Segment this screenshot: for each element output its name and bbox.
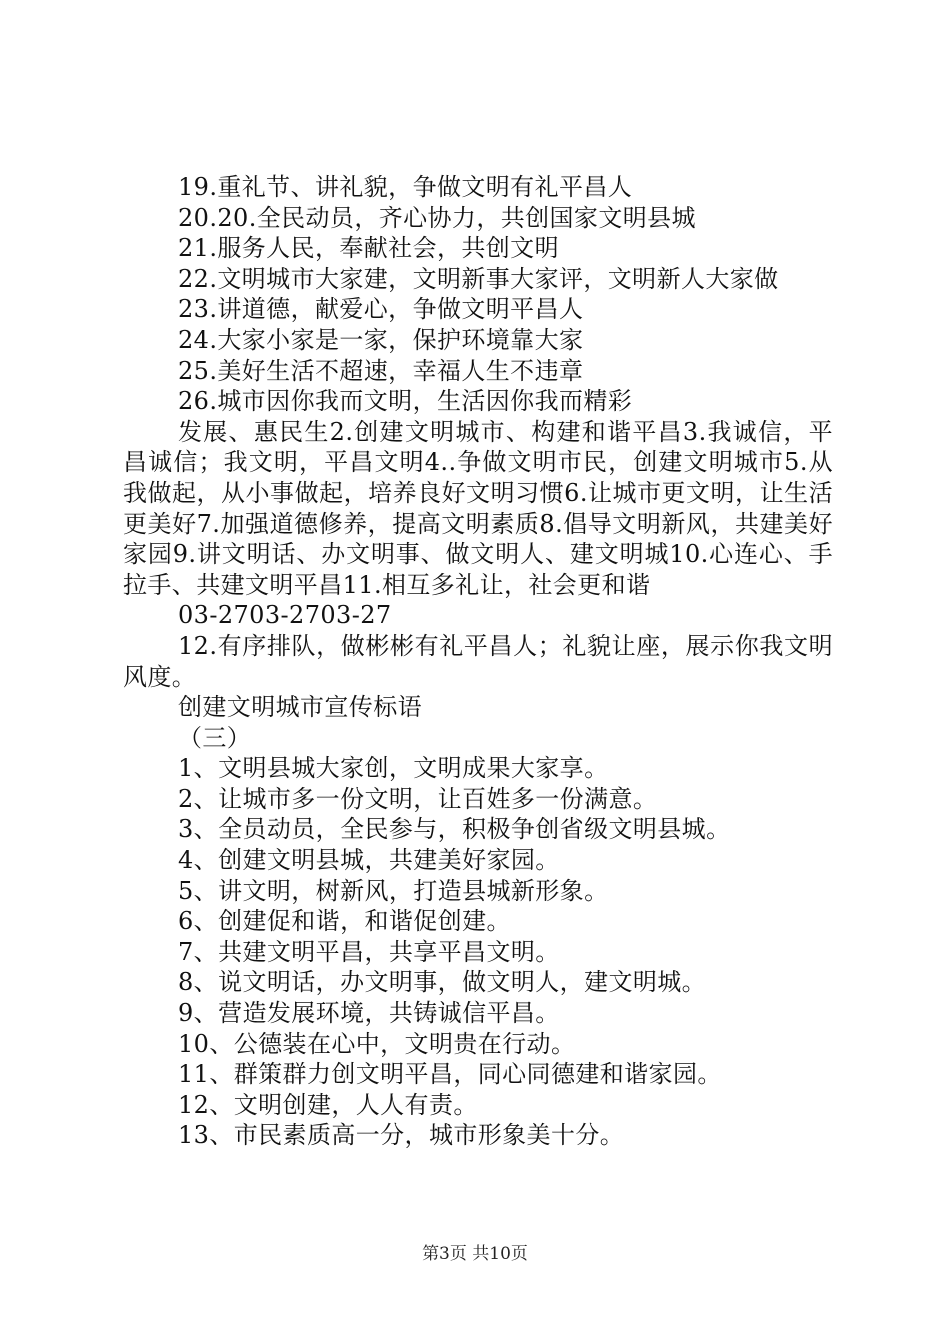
slogan-line: 10、公德装在心中，文明贵在行动。: [178, 1029, 576, 1058]
slogan-line: 7、共建文明平昌，共享平昌文明。: [178, 937, 560, 966]
slogan-line: 8、说文明话，办文明事，做文明人，建文明城。: [178, 968, 707, 997]
slogan-line: 2、让城市多一份文明，让百姓多一份满意。: [178, 784, 658, 813]
slogan-line: 21.服务人民，奉献社会，共创文明: [178, 234, 559, 263]
slogan-line: 23.讲道德，献爱心，争做文明平昌人: [178, 295, 584, 324]
page-number-label: 第3页 共10页: [422, 1244, 528, 1264]
slogan-line: 11、群策群力创文明平昌，同心同德建和谐家园。: [178, 1060, 722, 1089]
slogan-line: 12、文明创建，人人有责。: [178, 1090, 478, 1119]
document-body: [123, 172, 833, 1151]
slogan-paragraph: 12.有序排队，做彬彬有礼平昌人；礼貌让座，展示你我文明风度。: [123, 631, 833, 691]
slogan-line: 1、文明县城大家创，文明成果大家享。: [178, 754, 609, 783]
slogan-line: 26.城市因你我而文明，生活因你我而精彩: [178, 387, 633, 416]
slogan-line: 3、全员动员，全民参与，积极争创省级文明县城。: [178, 815, 731, 844]
slogan-line: 4、创建文明县城，共建美好家园。: [178, 846, 560, 875]
section-title: 创建文明城市宣传标语: [178, 693, 422, 722]
slogan-line: 25.美好生活不超速，幸福人生不违章: [178, 356, 584, 385]
slogan-line: 5、讲文明，树新风，打造县城新形象。: [178, 876, 609, 905]
slogan-line: 13、市民素质高一分，城市形象美十分。: [178, 1121, 625, 1150]
slogan-line: 19.重礼节、讲礼貌，争做文明有礼平昌人: [178, 173, 633, 201]
slogan-line: 24.大家小家是一家，保护环境靠大家: [178, 325, 584, 354]
slogan-line: 22.文明城市大家建，文明新事大家评，文明新人大家做: [178, 264, 779, 293]
slogan-line: 6、创建促和谐，和谐促创建。: [178, 907, 511, 936]
slogan-line: 9、营造发展环境，共铸诚信平昌。: [178, 999, 560, 1028]
section-subtitle: （三）: [178, 723, 252, 752]
page-footer: [0, 1244, 950, 1264]
slogan-paragraph: 发展、惠民生2.创建文明城市、构建和谐平昌3.我诚信，平昌诚信；我文明，平昌文明4..争做文明市民，创建文明城市5.从我做起，从小事做起，培养良好文明习惯6.让城市更文明，让生活更美好7.加强道德修养，提高文明素质8.倡导文明新风，共建美好家园9.讲文明话、办文明事、做文明人、建文明城10.心连心、手拉手、共建文明平昌11.相互多礼让，社会更和谐: [123, 417, 833, 599]
slogan-line: 20.20.全民动员，齐心协力，共创国家文明县城: [178, 203, 696, 232]
code-line: 03-2703-2703-27: [178, 601, 392, 630]
